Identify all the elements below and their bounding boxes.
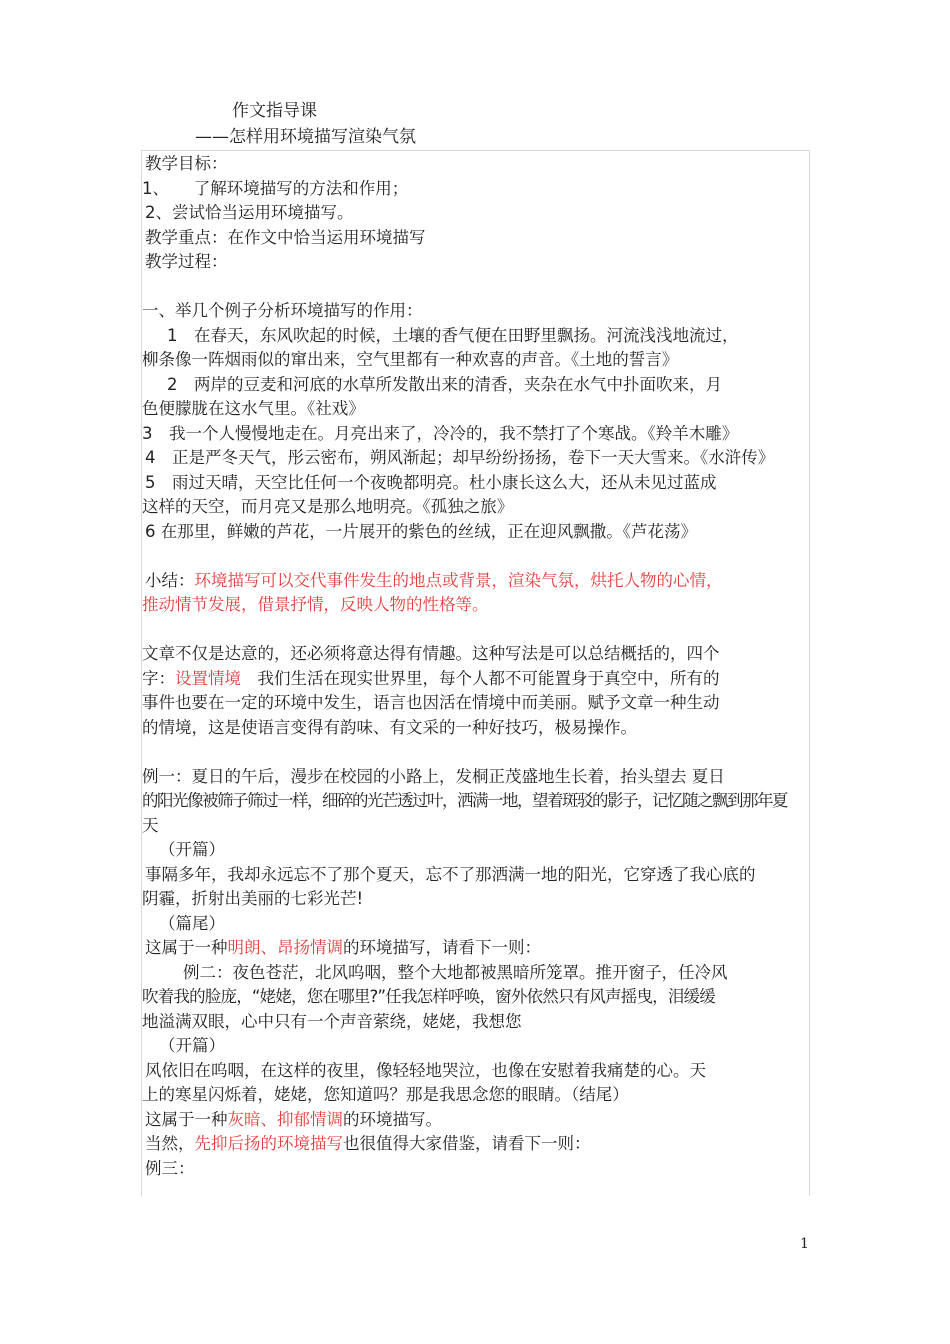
- example-4: 4 正是严冬天气，彤云密布，朔风渐起；却早纷纷扬扬，卷下一天大雪来。《水浒传》: [145, 448, 775, 467]
- example-two-line-1: 例二：夜色苍茫，北风呜咽，整个大地都被黑暗所笼罩。推开窗子，任冷风: [183, 962, 728, 982]
- example-5-line-2: 这样的天空，而月亮又是那么地明亮。《孤独之旅》: [142, 497, 514, 516]
- teaching-focus: 教学重点：在作文中恰当运用环境描写: [145, 227, 426, 247]
- example-2-line-2: 色便朦胧在这水气里。《社戏》: [142, 399, 365, 418]
- comment-two-highlight: 灰暗、抑郁情调: [227, 1109, 343, 1129]
- summary-label: 小结：: [145, 570, 195, 590]
- example-two-comment: [145, 1108, 807, 1133]
- example-two-line-3: 地溢满双眼，心中只有一个声音萦绕，姥姥，我想您: [142, 1011, 522, 1031]
- example-two-open-tag: （开篇）: [159, 1036, 225, 1055]
- example-one-ending-1: 事隔多年，我却永远忘不了那个夏天，忘不了那洒满一地的阳光，它穿透了我心底的: [145, 864, 756, 884]
- comment-one-suffix: 的环境描写，请看下一则：: [343, 938, 541, 957]
- example-one-line-2: 的阳光像被筛子筛过一样，细碎的光芒透过叶，洒满一地，望着斑驳的影子，记忆随之飘到那年夏: [142, 791, 787, 810]
- example-one-line-1: 例一：夏日的午后，漫步在校园的小路上，发桐正茂盛地生长着，抬头望去 夏日: [142, 766, 725, 786]
- intro-suffix: 我们生活在现实世界里，每个人都不可能置身于真空中，所有的: [241, 668, 720, 688]
- comment-one-highlight: 明朗、昂扬情调: [227, 938, 343, 957]
- intro-prefix: 字：: [142, 668, 175, 688]
- example-three-label: 例三：: [145, 1158, 195, 1178]
- example-1-line-1: 1 在春天，东风吹起的时候，土壤的香气便在田野里飘扬。河流浅浅地流过，: [167, 325, 739, 345]
- summary-highlight-1: 环境描写可以交代事件发生的地点或背景，渲染气氛，烘托人物的心情，: [194, 570, 723, 590]
- intro-line-4: 的情境，这是使语言变得有韵味、有文采的一种好技巧，极易操作。: [142, 717, 637, 737]
- summary-line-2: 推动情节发展，借景抒情，反映人物的性格等。: [142, 595, 489, 614]
- example-5-line-1: 5 雨过天晴，天空比任何一个夜晚都明亮。杜小康长这么大，还从未见过蓝成: [145, 472, 717, 492]
- intro-line-3: 事件也要在一定的环境中发生，语言也因活在情境中而美丽。赋予文章一种生动: [142, 693, 720, 712]
- page-title: 作文指导课: [232, 101, 317, 121]
- example-three-suffix: 也很值得大家借鉴，请看下一则：: [343, 1134, 591, 1153]
- example-two-ending-1: 风依旧在呜咽，在这样的夜里，像轻轻地哭泣，也像在安慰着我痛楚的心。天: [145, 1060, 706, 1080]
- intro-line-2: [142, 667, 807, 692]
- document-body: [142, 152, 807, 1181]
- intro-highlight: 设置情境: [175, 668, 241, 688]
- example-2-line-1: 2 两岸的豆麦和河底的水草所发散出来的清香，夹杂在水气中扑面吹来，月: [167, 374, 722, 394]
- example-one-ending-2: 阴霾，折射出美丽的七彩光芒!: [142, 889, 364, 908]
- goals-label: 教学目标：: [145, 154, 228, 173]
- example-one-open-tag: （开篇）: [159, 840, 225, 859]
- example-two-ending-2: 上的寒星闪烁着，姥姥，您知道吗？那是我思念您的眼睛。（结尾）: [142, 1085, 629, 1104]
- example-three-intro: [145, 1132, 807, 1157]
- teaching-process-label: 教学过程：: [145, 252, 228, 271]
- comment-two-prefix: 这属于一种: [145, 1109, 228, 1129]
- example-two-line-2: 吹着我的脸庞，“姥姥，您在哪里?”任我怎样呼唤，窗外依然只有风声摇曳，泪缓缓: [142, 987, 715, 1006]
- summary-line-1: [145, 569, 807, 594]
- goal-item-2: 2、尝试恰当运用环境描写。: [145, 203, 354, 222]
- example-one-comment: [145, 936, 807, 961]
- intro-line-1: 文章不仅是达意的，还必须将意达得有情趣。这种写法是可以总结概括的，四个: [142, 644, 720, 663]
- example-one-line-3: 天: [142, 815, 159, 835]
- example-6: 6 在那里，鲜嫩的芦花，一片展开的紫色的丝绒，正在迎风飘撒。《芦花荡》: [145, 521, 697, 541]
- example-1-line-2: 柳条像一阵烟雨似的窜出来，空气里都有一种欢喜的声音。《土地的誓言》: [142, 350, 679, 369]
- example-one-close-tag: （篇尾）: [159, 913, 225, 933]
- example-three-prefix: 当然，: [145, 1134, 195, 1153]
- comment-two-suffix: 的环境描写。: [343, 1109, 442, 1129]
- goal-item-1: 1、 了解环境描写的方法和作用；: [142, 178, 409, 198]
- section-heading: 一、举几个例子分析环境描写的作用：: [142, 301, 423, 320]
- example-3: 3 我一个人慢慢地走在。月亮出来了，冷冷的，我不禁打了个寒战。《羚羊木雕》: [142, 423, 739, 443]
- page-number: 1: [800, 1236, 809, 1252]
- example-three-highlight: 先抑后扬的环境描写: [194, 1134, 343, 1153]
- page-subtitle: ——怎样用环境描写渲染气氛: [195, 127, 416, 147]
- comment-one-prefix: 这属于一种: [145, 938, 228, 957]
